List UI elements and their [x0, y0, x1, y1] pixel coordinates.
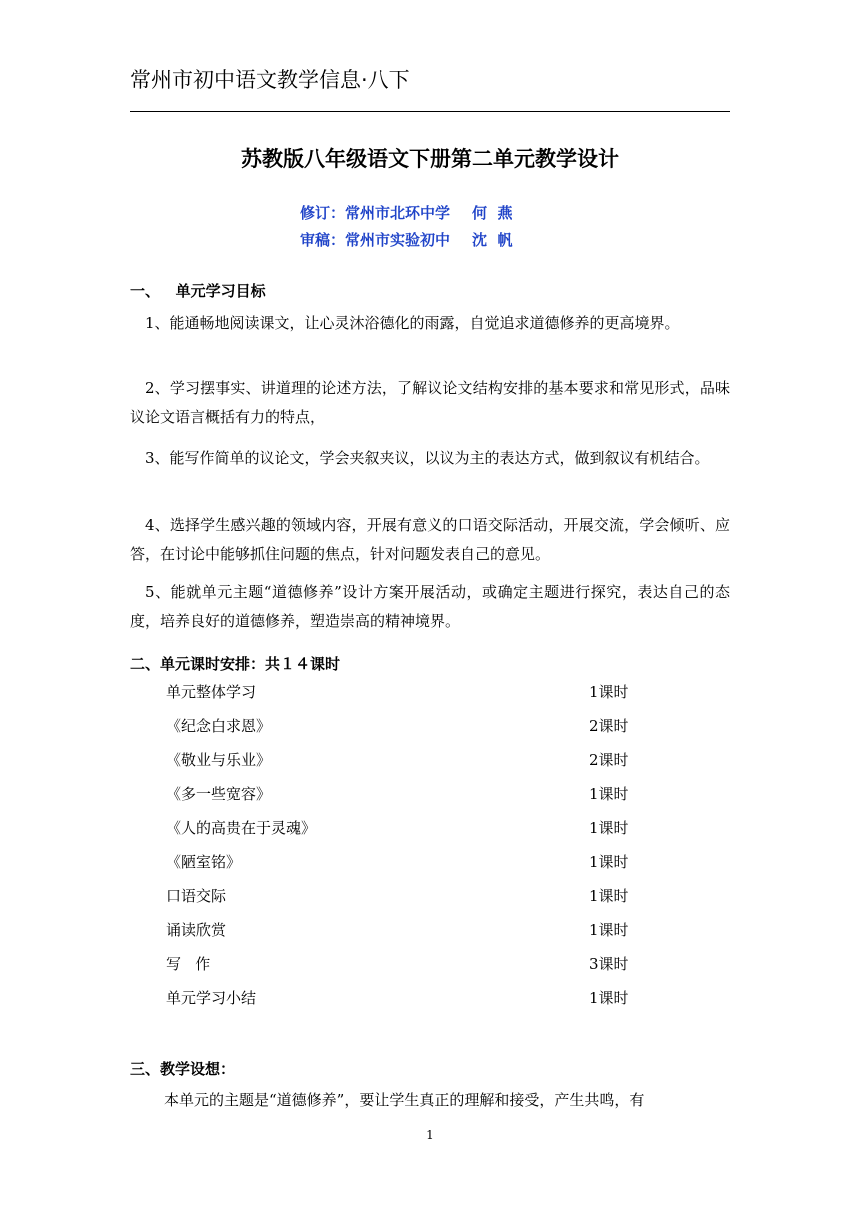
goal-item-2 — [130, 374, 730, 432]
schedule-row — [166, 749, 666, 783]
reviser-credit — [300, 202, 512, 223]
goal-text-3: 3、能写作简单的议论文，学会夹叙夹议，以议为主的表达方式，做到叙议有机结合。 — [145, 449, 710, 467]
lesson-hours: 3课时 — [589, 955, 629, 973]
lesson-hours: 1课时 — [589, 853, 629, 871]
section-heading-ideas: 三、教学设想： — [130, 1060, 236, 1078]
schedule-row — [166, 783, 666, 817]
ideas-paragraph — [130, 1086, 730, 1115]
lesson-hours: 1课时 — [589, 819, 629, 837]
reviser-role: 修订：常州市北环中学 — [300, 204, 451, 222]
lesson-name: 《人的高贵在于灵魂》 — [166, 819, 317, 837]
goal-text-1: 1、能通畅地阅读课文，让心灵沐浴德化的雨露，自觉追求道德修养的更高境界。 — [145, 314, 680, 332]
header-divider — [130, 111, 730, 112]
lesson-hours: 2课时 — [589, 717, 629, 735]
running-header: 常州市初中语文教学信息·八下 — [130, 68, 410, 92]
reviewer-name: 沈 帆 — [472, 231, 513, 249]
lesson-name: 《敬业与乐业》 — [166, 751, 272, 769]
schedule-row — [166, 817, 666, 851]
ideas-text: 本单元的主题是“道德修养”，要让学生真正的理解和接受，产生共鸣，有 — [164, 1091, 645, 1109]
goal-text-4: 4、选择学生感兴趣的领域内容，开展有意义的口语交际活动，开展交流，学会倾听、应答，在讨论中能够抓住问题的焦点，针对问题发表自己的意见。 — [130, 516, 730, 563]
schedule-row — [166, 851, 666, 885]
reviser-name: 何 燕 — [472, 204, 513, 222]
goal-item-4 — [130, 511, 730, 569]
goal-item-5 — [130, 578, 730, 636]
schedule-row — [166, 681, 666, 715]
lesson-name: 口语交际 — [166, 887, 227, 905]
goal-text-5: 5、能就单元主题“道德修养”设计方案开展活动，或确定主题进行探究，表达自己的态度，培养良好的道德修养，塑造崇高的精神境界。 — [130, 583, 730, 630]
lesson-name: 《纪念白求恩》 — [166, 717, 272, 735]
goal-item-3 — [130, 444, 730, 473]
schedule-row — [166, 919, 666, 953]
schedule-row — [166, 987, 666, 1021]
lesson-hours: 1课时 — [589, 683, 629, 701]
lesson-hours: 1课时 — [589, 921, 629, 939]
schedule-row — [166, 715, 666, 749]
section-heading-goals: 一、 单元学习目标 — [130, 282, 266, 300]
lesson-name: 单元学习小结 — [166, 989, 257, 1007]
lesson-name: 《多一些宽容》 — [166, 785, 272, 803]
goal-text-2: 2、学习摆事实、讲道理的论述方法，了解议论文结构安排的基本要求和常见形式，品味议论文语言概括有力的特点， — [130, 379, 730, 426]
lesson-hours: 1课时 — [589, 989, 629, 1007]
reviewer-role: 审稿：常州市实验初中 — [300, 231, 451, 249]
reviewer-credit — [300, 229, 512, 250]
document-title: 苏教版八年级语文下册第二单元教学设计 — [241, 147, 619, 171]
lesson-name: 单元整体学习 — [166, 683, 257, 701]
lesson-name: 写 作 — [166, 955, 211, 973]
goal-item-1 — [130, 309, 730, 338]
lesson-hours: 2课时 — [589, 751, 629, 769]
schedule-row — [166, 953, 666, 987]
lesson-hours: 1课时 — [589, 785, 629, 803]
lesson-name: 《陋室铭》 — [166, 853, 242, 871]
page-number: 1 — [426, 1128, 434, 1142]
lesson-name: 诵读欣赏 — [166, 921, 227, 939]
lesson-hours: 1课时 — [589, 887, 629, 905]
schedule-row — [166, 885, 666, 919]
section-heading-schedule: 二、单元课时安排：共１４课时 — [130, 655, 341, 673]
schedule-list — [166, 681, 666, 1021]
